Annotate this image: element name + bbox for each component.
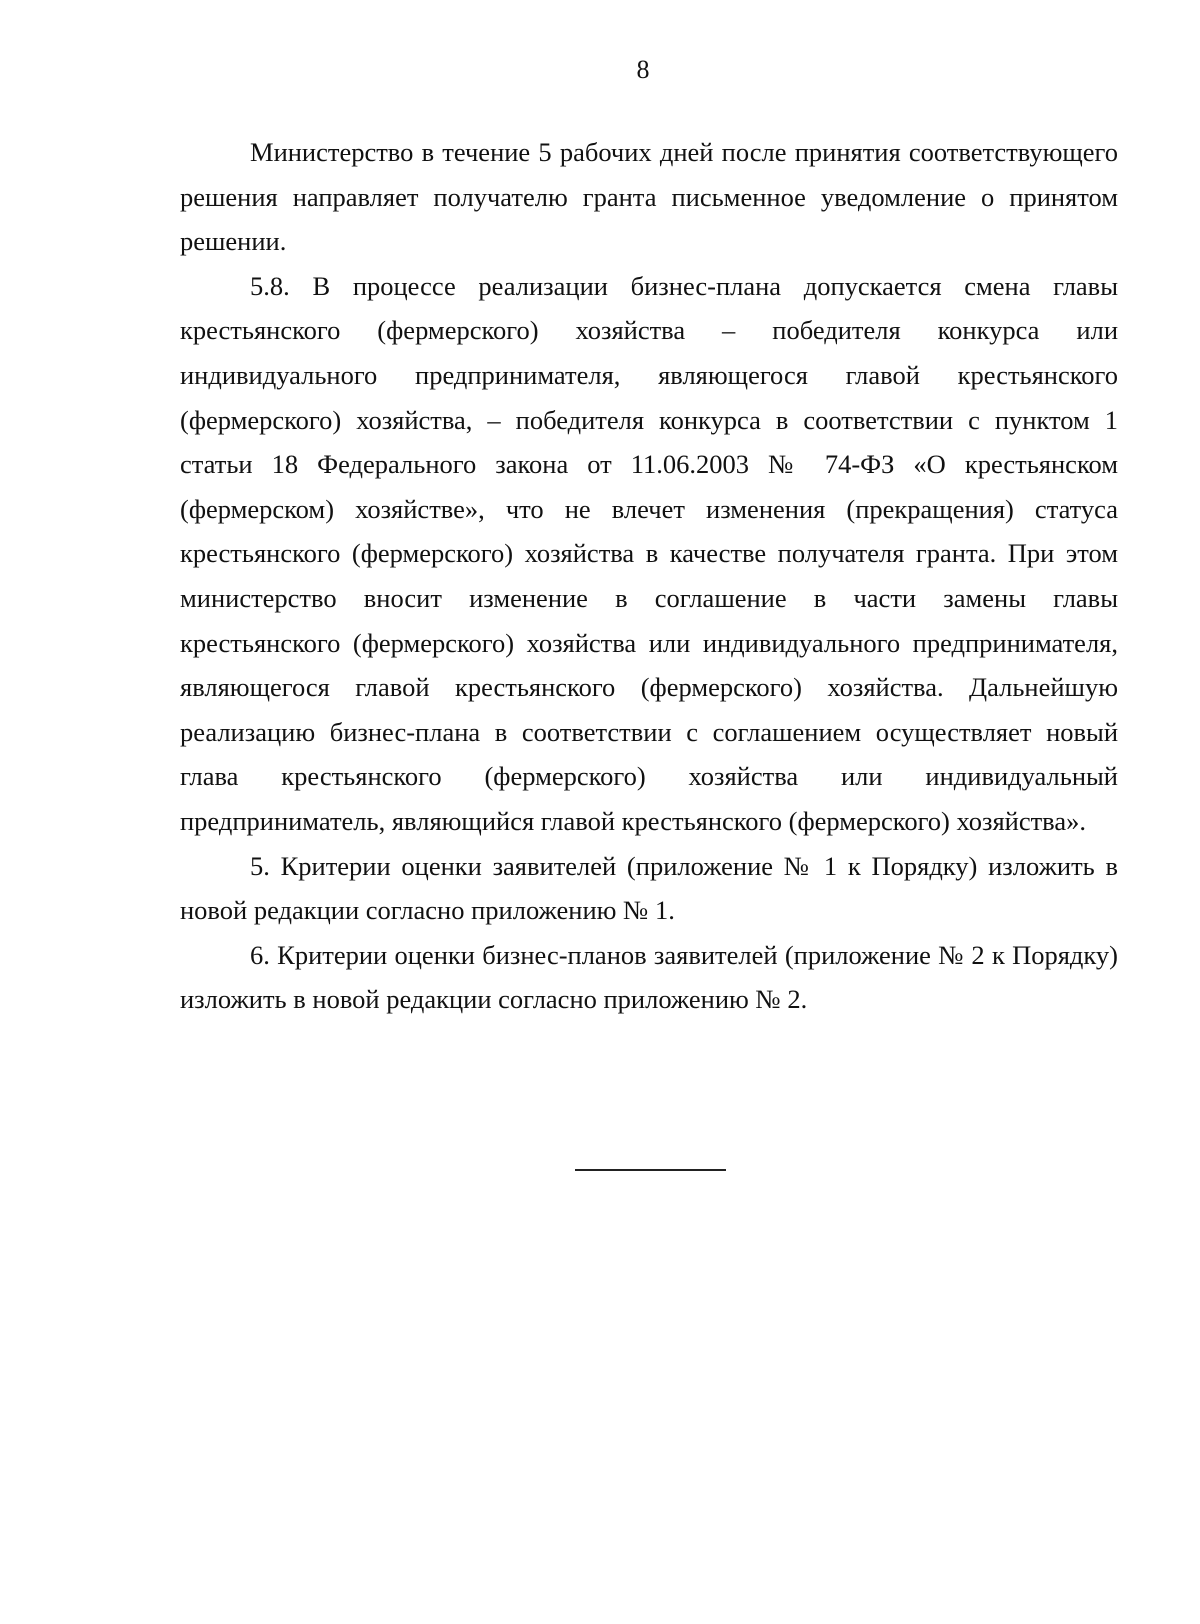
page-number: 8	[636, 55, 650, 84]
paragraph-5-applicant-criteria: 5. Критерии оценки заявителей (приложение № 1 к Порядку) изложить в новой редакции согласно приложению № 1.	[180, 850, 1118, 926]
paragraph-5-8-head-change: 5.8. В процессе реализации бизнес-плана допускается смена главы крестьянского (фермерского) хозяйства – победителя конкурса или индивидуального предпринимателя, являющегося главой крестьянского (фермерского) хозяйства, – победителя конкурса в соответствии с пунктом 1 статьи 18 Федерального закона от 11.06.2003 № 74-ФЗ «О крестьянском (фермерском) хозяйстве», что не влечет изменения (прекращения) статуса крестьянского (фермерского) хозяйства в качестве получателя гранта. При этом министерство вносит изменение в соглашение в части замены главы крестьянского (фермерского) хозяйства или индивидуального предпринимателя, являющегося главой крестьянского (фермерского) хозяйства. Дальнейшую реализацию бизнес-плана в соответствии с соглашением осуществляет новый глава крестьянского (фермерского) хозяйства или индивидуальный предприниматель, являющийся главой крестьянского (фермерского) хозяйства».	[180, 270, 1118, 836]
end-separator-line	[575, 1169, 726, 1171]
paragraph-ministry-notice: Министерство в течение 5 рабочих дней после принятия соответствующего решения направляет получателю гранта письменное уведомление о принятом решении.	[180, 137, 1118, 257]
paragraph-6-business-plan-criteria: 6. Критерии оценки бизнес-планов заявителей (приложение № 2 к Порядку) изложить в новой редакции согласно приложению № 2.	[180, 939, 1118, 1015]
document-body	[180, 130, 1118, 1022]
